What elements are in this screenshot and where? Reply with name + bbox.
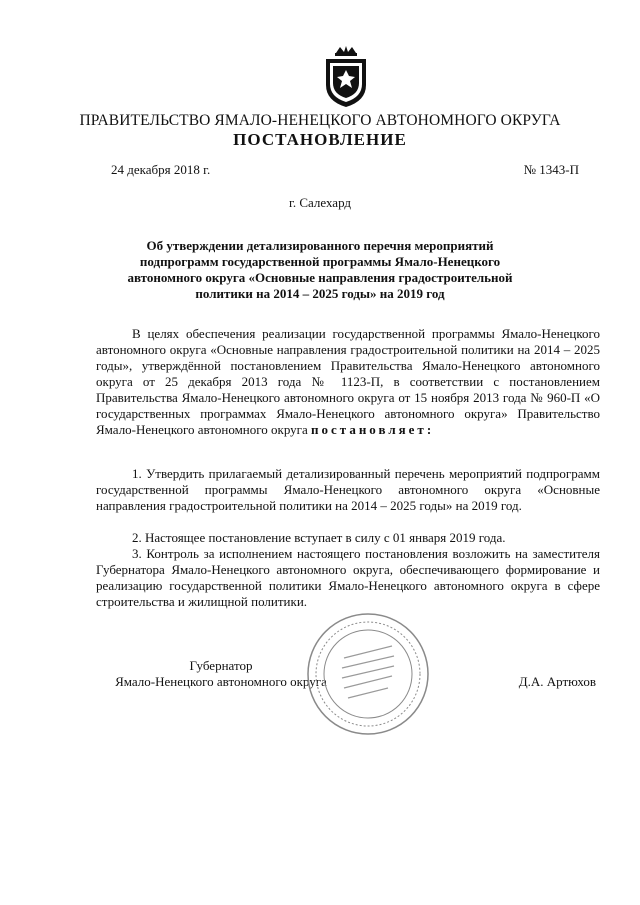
item-2: 2. Настоящее постановление вступает в силу с 01 января 2019 года. — [132, 530, 506, 545]
coat-of-arms-icon — [322, 45, 370, 109]
signatory-name: Д.А. Артюхов — [518, 674, 596, 689]
document-date: 24 декабря 2018 г. — [111, 162, 211, 177]
document-title: Об утверждении детализированного перечня мероприятий подпрограмм государственной программы Ямало-Ненецкого автономного округа «Основные направления градостроительной политики на 2014 – 2025 годы» на 2019 год — [127, 238, 513, 301]
document-number: № 1343-П — [523, 162, 579, 177]
preamble-paragraph — [96, 326, 600, 438]
item-1: 1. Утвердить прилагаемый детализированный перечень мероприятий подпрограмм государственной программы Ямало-Ненецкого автономного округа «Основные направления градостроительной политики на 2014 – 2025 годы» на 2019 год. — [96, 466, 600, 513]
government-name: ПРАВИТЕЛЬСТВО ЯМАЛО-НЕНЕЦКОГО АВТОНОМНОГО ОКРУГА — [79, 112, 561, 129]
signatory-position-line2: Ямало-Ненецкого автономного округа — [115, 674, 327, 689]
document-city: г. Салехард — [288, 195, 352, 210]
official-seal-icon — [306, 612, 430, 736]
resolves-word: постановляет: — [311, 422, 435, 437]
item-3: 3. Контроль за исполнением настоящего постановления возложить на заместителя Губернатора Ямало-Ненецкого автономного округа, обеспечивающего формирование и реализацию государственной политики Ямало-Ненецкого автономного округа в сфере строительства и жилищной политики. — [96, 546, 600, 609]
document-type: ПОСТАНОВЛЕНИЕ — [233, 130, 407, 149]
signatory-position-line1: Губернатор — [189, 658, 253, 673]
preamble-text: В целях обеспечения реализации государственной программы Ямало-Ненецкого автономного округа «Основные направления градостроительной политики на 2014 – 2025 годы», утверждённой постановлением Правительства Ямало-Ненецкого автономного округа от 25 декабря 2013 года № 1123-П, в соответствии с постановлением Правительства Ямало-Ненецкого автономного округа от 15 ноября 2013 года № 960-П «О государственных программах Ямало-Ненецкого автономного округа» Правительство Ямало-Ненецкого автономного округа — [96, 326, 600, 437]
